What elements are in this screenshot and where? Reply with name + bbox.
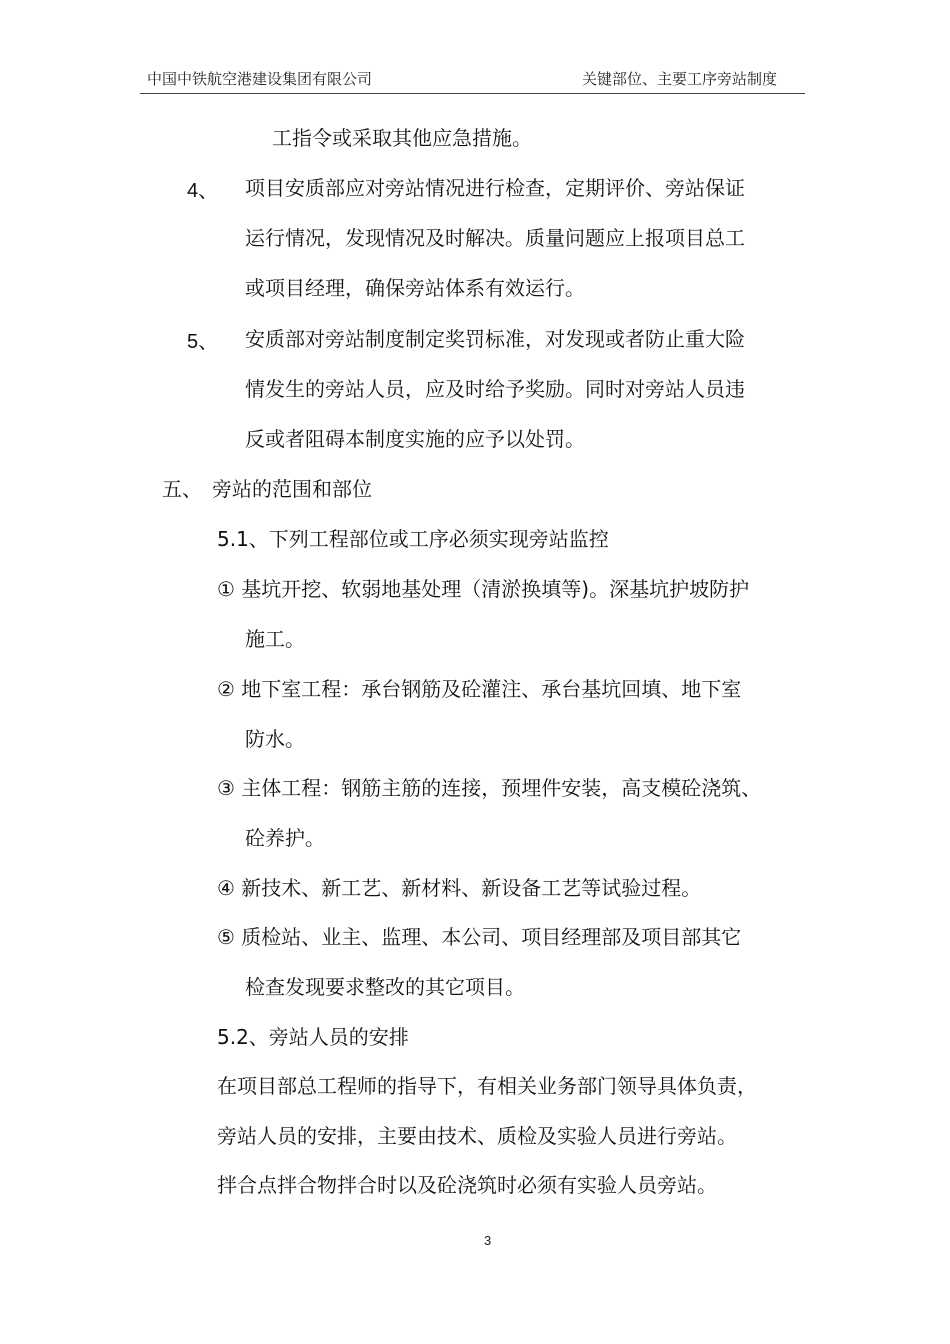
item-5-line-1: 安质部对旁站制度制定奖罚标准，对发现或者防止重大险 [245,327,745,351]
item-5-line-3: 反或者阻碍本制度实施的应予以处罚。 [245,427,585,451]
header-company: 中国中铁航空港建设集团有限公司 [147,70,373,88]
item-4-line-1: 项目安质部应对旁站情况进行检查，定期评价、旁站保证 [245,176,745,200]
header-doc-title: 关键部位、主要工序旁站制度 [582,70,778,88]
section-5-title: 旁站的范围和部位 [212,477,372,501]
item-4-line-3: 或项目经理，确保旁站体系有效运行。 [245,276,585,300]
list-item-5-line-1: ⑤ 质检站、业主、监理、本公司、项目经理部及项目部其它 [217,925,742,949]
list-item-5-line-2: 检查发现要求整改的其它项目。 [245,975,525,999]
list-item-4-line-1: ④ 新技术、新工艺、新材料、新设备工艺等试验过程。 [217,876,702,900]
list-item-2-line-2: 防水。 [245,727,305,751]
list-item-3-line-2: 砼养护。 [245,826,325,850]
subsection-5-2-heading: 5.2、旁站人员的安排 [217,1025,409,1049]
paragraph-line-3: 拌合点拌合物拌合时以及砼浇筑时必须有实验人员旁站。 [217,1173,717,1197]
page-number: 3 [484,1233,492,1248]
section-5-number: 五、 [162,477,202,501]
header-rule [140,93,805,94]
continuation-line: 工指令或采取其他应急措施。 [272,126,532,150]
list-item-1-line-1: ① 基坑开挖、软弱地基处理（清淤换填等)。深基坑护坡防护 [217,577,750,601]
list-item-1-line-2: 施工。 [245,627,305,651]
paragraph-line-1: 在项目部总工程师的指导下，有相关业务部门领导具体负责， [217,1074,757,1098]
item-5-line-2: 情发生的旁站人员，应及时给予奖励。同时对旁站人员违 [245,377,745,401]
item-4-number: 4、 [187,180,219,202]
list-item-2-line-1: ② 地下室工程：承台钢筋及砼灌注、承台基坑回填、地下室 [217,677,742,701]
subsection-5-1-heading: 5.1、下列工程部位或工序必须实现旁站监控 [217,527,609,551]
paragraph-line-2: 旁站人员的安排，主要由技术、质检及实验人员进行旁站。 [217,1124,737,1148]
list-item-3-line-1: ③ 主体工程：钢筋主筋的连接，预埋件安装，高支模砼浇筑、 [217,776,762,800]
item-4-line-2: 运行情况，发现情况及时解决。质量问题应上报项目总工 [245,226,745,250]
item-5-number: 5、 [187,331,219,353]
